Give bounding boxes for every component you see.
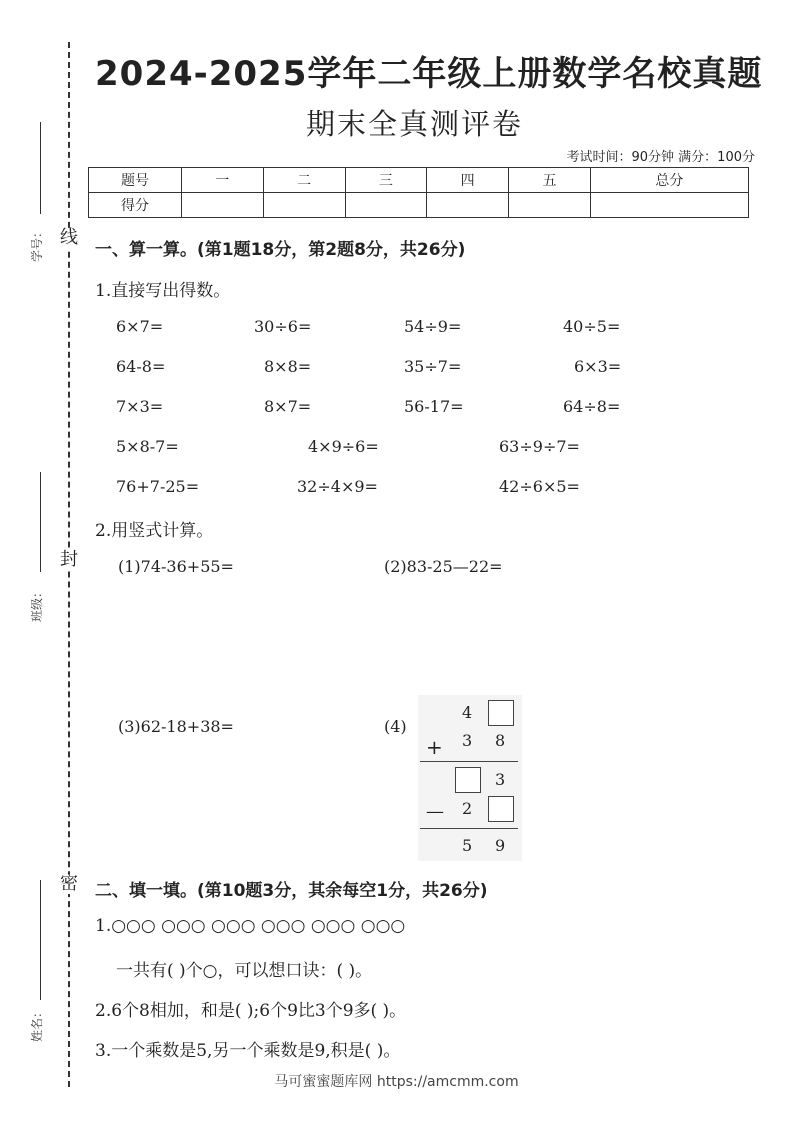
vertical-calc-item-1: (1)74-36+55= xyxy=(118,557,234,576)
score-table-header-row xyxy=(89,168,749,193)
calc-item: 42÷6×5= xyxy=(499,477,580,496)
score-cell: 三 xyxy=(345,168,427,193)
q-addition-fill: 2.6个8相加，和是( );6个9比3个9多( )。 xyxy=(95,1001,407,1021)
calc-item: 7×3= xyxy=(116,397,164,416)
score-cell: 二 xyxy=(263,168,345,193)
calc-item: 32÷4×9= xyxy=(297,477,378,496)
student-id-label: 学号： xyxy=(30,225,44,262)
score-cell: 总分 xyxy=(590,168,748,193)
calc-item: 76+7-25= xyxy=(116,477,200,496)
calc-item: 8×7= xyxy=(264,397,312,416)
vertical-arithmetic-puzzle xyxy=(418,695,522,861)
score-input-cell[interactable] xyxy=(182,193,264,218)
score-cell: 题号 xyxy=(89,168,182,193)
difference-line xyxy=(420,828,518,829)
q2-title: 2.用竖式计算。 xyxy=(95,521,214,541)
plus-sign: + xyxy=(426,735,443,759)
minus-sign: — xyxy=(426,801,444,822)
digit: 2 xyxy=(462,799,473,818)
page-subtitle: 期末全真测评卷 xyxy=(306,107,524,141)
section2-heading: 二、填一填。(第10题3分，其余每空1分，共26分) xyxy=(95,881,488,901)
calc-item: 6×3= xyxy=(574,357,622,376)
score-input-cell[interactable] xyxy=(345,193,427,218)
footer-watermark: 马可蜜蜜题库网 https://amcmm.com xyxy=(274,1074,519,1090)
binding-char-line: 线 xyxy=(60,227,78,248)
digit: 9 xyxy=(495,836,506,855)
digit: 4 xyxy=(462,703,473,722)
answer-box[interactable] xyxy=(488,700,514,726)
calc-item: 40÷5= xyxy=(563,317,621,336)
score-row-label: 得分 xyxy=(89,193,182,218)
vertical-calc-item-3: (3)62-18+38= xyxy=(118,717,234,736)
score-cell: 五 xyxy=(509,168,591,193)
name-blank xyxy=(40,880,41,1000)
student-id-blank xyxy=(40,122,41,214)
calc-item: 64-8= xyxy=(116,357,166,376)
answer-box[interactable] xyxy=(455,767,481,793)
sum-line xyxy=(420,761,518,762)
q-circles-fill: 一共有( )个○，可以想口诀：( )。 xyxy=(116,961,373,981)
calc-item: 5×8-7= xyxy=(116,437,179,456)
vertical-calc-item-4: (4) xyxy=(384,717,407,736)
section1-heading: 一、算一算。(第1题18分，第2题8分，共26分) xyxy=(95,240,466,260)
class-blank xyxy=(40,472,41,572)
digit: 8 xyxy=(495,731,506,750)
digit: 3 xyxy=(495,770,506,789)
score-cell: 一 xyxy=(182,168,264,193)
binding-char-secret: 密 xyxy=(60,873,78,894)
q1-title: 1.直接写出得数。 xyxy=(95,281,231,301)
calc-item: 35÷7= xyxy=(404,357,462,376)
exam-info: 考试时间：90分钟 满分：100分 xyxy=(566,150,755,165)
calc-item: 8×8= xyxy=(264,357,312,376)
digit: 3 xyxy=(462,731,473,750)
digit: 5 xyxy=(462,836,473,855)
calc-item: 6×7= xyxy=(116,317,164,336)
score-input-cell[interactable] xyxy=(509,193,591,218)
calc-item: 64÷8= xyxy=(563,397,621,416)
vertical-calc-item-2: (2)83-25—22= xyxy=(384,557,503,576)
answer-box[interactable] xyxy=(488,796,514,822)
calc-item: 63÷9÷7= xyxy=(499,437,580,456)
calc-item: 30÷6= xyxy=(254,317,312,336)
calc-item: 56-17= xyxy=(404,397,464,416)
name-label: 姓名： xyxy=(30,1005,44,1042)
binding-char-seal: 封 xyxy=(60,549,78,570)
q-circles-row: 1.○○○ ○○○ ○○○ ○○○ ○○○ ○○○ xyxy=(95,916,406,936)
score-input-cell[interactable] xyxy=(263,193,345,218)
calc-item: 54÷9= xyxy=(404,317,462,336)
score-cell: 四 xyxy=(427,168,509,193)
q-multiplication-fill: 3.一个乘数是5,另一个乘数是9,积是( )。 xyxy=(95,1041,401,1061)
score-input-cell[interactable] xyxy=(590,193,748,218)
score-table-score-row xyxy=(89,193,749,218)
score-input-cell[interactable] xyxy=(427,193,509,218)
page-title: 2024-2025学年二年级上册数学名校真题 xyxy=(95,54,763,94)
class-label: 班级： xyxy=(30,585,44,622)
score-table xyxy=(88,167,749,218)
calc-item: 4×9÷6= xyxy=(308,437,379,456)
